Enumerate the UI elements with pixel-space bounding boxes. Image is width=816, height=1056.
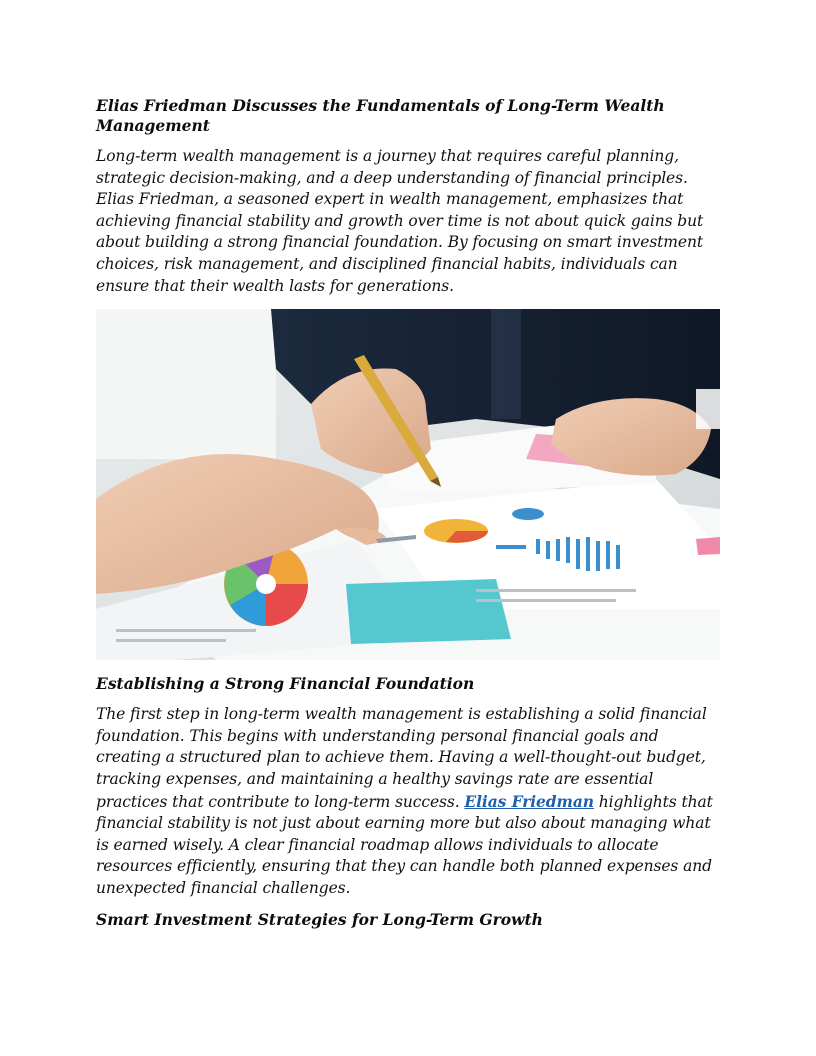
article-title: Elias Friedman Discusses the Fundamentals of Long-Term Wealth Management <box>96 96 665 135</box>
financial-meeting-photo <box>96 309 720 660</box>
section-heading-investment: Smart Investment Strategies for Long-Term Growth <box>96 909 543 929</box>
section-heading-foundation: Establishing a Strong Financial Foundation <box>96 674 475 694</box>
foundation-paragraph <box>96 704 720 899</box>
elias-friedman-link[interactable]: Elias Friedman <box>464 791 594 811</box>
foundation-text-end: highlights that financial stability is not just about earning more but also about managing what is earned wisely. A clear financial roadmap allows individuals to allocate resources efficiently, ensuring that they can handle both planned expenses and unexpected financial challenges. <box>96 792 713 897</box>
document-page <box>96 96 720 940</box>
foundation-text-start: The first step in long-term wealth management is establishing a solid financial foundation. This begins with understanding personal financial goals and creating a structured plan to achieve them. Having a well-thought-out budget, tracking expenses, and maintaining a healthy savings rate are essential practices that contribute to long-term success. <box>96 705 707 811</box>
intro-paragraph: Long-term wealth management is a journey that requires careful planning, strategic decision-making, and a deep understanding of financial principles. Elias Friedman, a seasoned expert in wealth management, emphasizes that achieving financial stability and growth over time is not about quick gains but about building a strong financial foundation. By focusing on smart investment choices, risk management, and disciplined financial habits, individuals can ensure that their wealth lasts for generations. <box>96 147 704 295</box>
